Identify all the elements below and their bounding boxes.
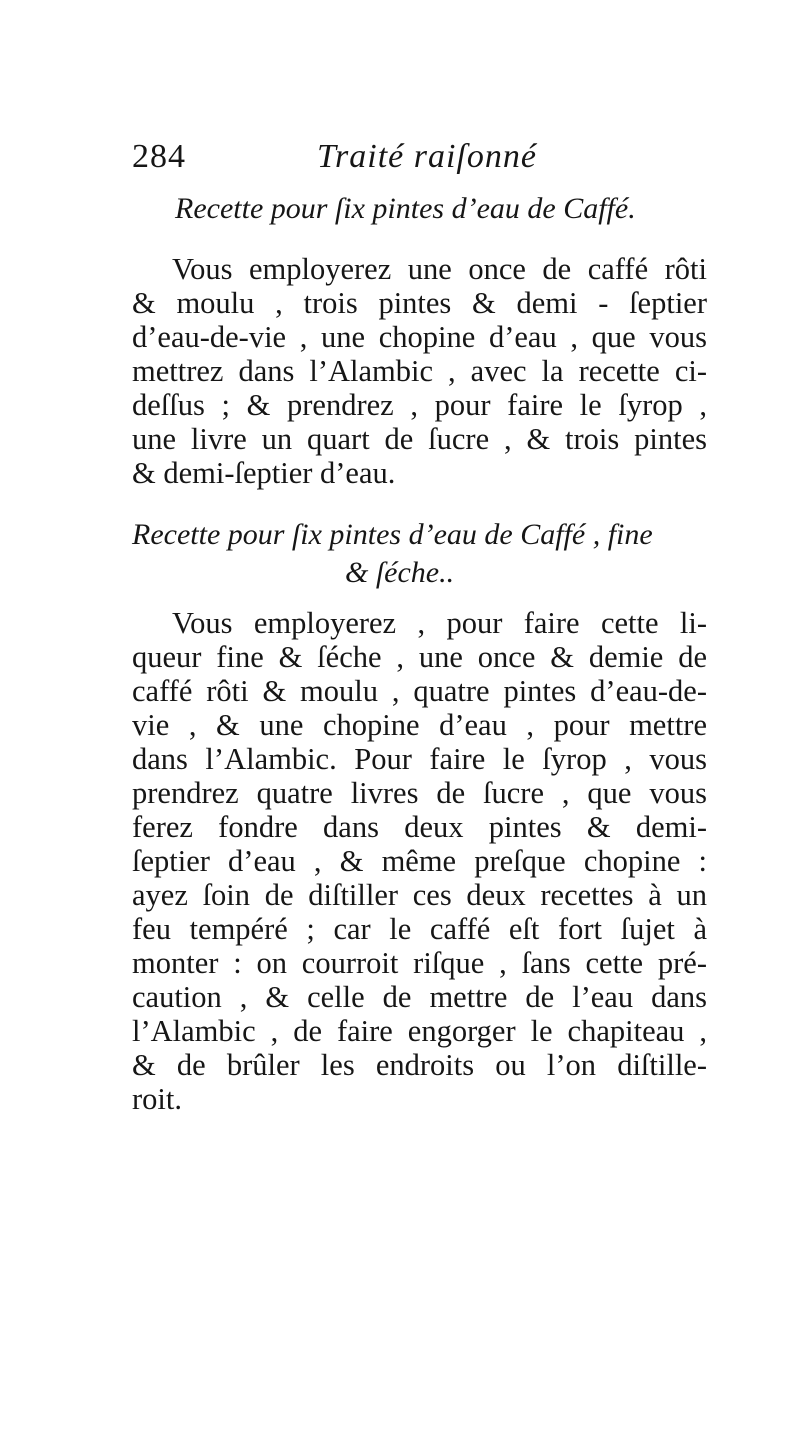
text-line: mettrez dans l’Alambic , avec la recette ci- xyxy=(132,354,707,388)
text-line: prendrez quatre livres de ſucre , que vous xyxy=(132,776,707,810)
recipe-2-heading-line-2: & ſéche.. xyxy=(345,556,455,589)
text-line: feu tempéré ; car le caffé eſt fort ſujet à xyxy=(132,912,707,946)
text-line: une livre un quart de ſucre , & trois pintes xyxy=(132,422,707,456)
text-line: queur fine & ſéche , une once & demie de xyxy=(132,640,707,674)
text-line: roit. xyxy=(132,1082,182,1116)
recipe-1-heading: Recette pour ſix pintes d’eau de Caffé. xyxy=(175,192,636,225)
text-line: Vous employerez une once de caffé rôti xyxy=(172,252,707,286)
text-line: Vous employerez , pour faire cette li- xyxy=(172,606,707,640)
text-line: & moulu , trois pintes & demi - ſeptier xyxy=(132,286,707,320)
page-number: 284 xyxy=(132,138,186,175)
text-line: caution , & celle de mettre de l’eau dans xyxy=(132,980,707,1014)
text-line: monter : on courroit riſque , ſans cette pré- xyxy=(132,946,707,980)
text-line: caffé rôti & moulu , quatre pintes d’eau-de- xyxy=(132,674,707,708)
text-line: d’eau-de-vie , une chopine d’eau , que vous xyxy=(132,320,707,354)
text-line: & demi-ſeptier d’eau. xyxy=(132,456,396,490)
recipe-2-paragraph xyxy=(132,606,707,1116)
text-line: vie , & une chopine d’eau , pour mettre xyxy=(132,708,707,742)
text-line: ferez fondre dans deux pintes & demi- xyxy=(132,810,707,844)
running-title: Traité raiſonné xyxy=(317,138,537,175)
text-line: ayez ſoin de diſtiller ces deux recettes à un xyxy=(132,878,707,912)
recipe-2-heading-line-1: Recette pour ſix pintes d’eau de Caffé , fine xyxy=(132,518,653,551)
text-line: ſeptier d’eau , & même preſque chopine : xyxy=(132,844,707,878)
text-line: deſſus ; & prendrez , pour faire le ſyrop , xyxy=(132,388,707,422)
text-line: dans l’Alambic. Pour faire le ſyrop , vous xyxy=(132,742,707,776)
text-line: & de brûler les endroits ou l’on diſtille- xyxy=(132,1048,707,1082)
page-header xyxy=(132,138,732,178)
recipe-1-paragraph xyxy=(132,252,707,490)
text-line: l’Alambic , de faire engorger le chapiteau , xyxy=(132,1014,707,1048)
